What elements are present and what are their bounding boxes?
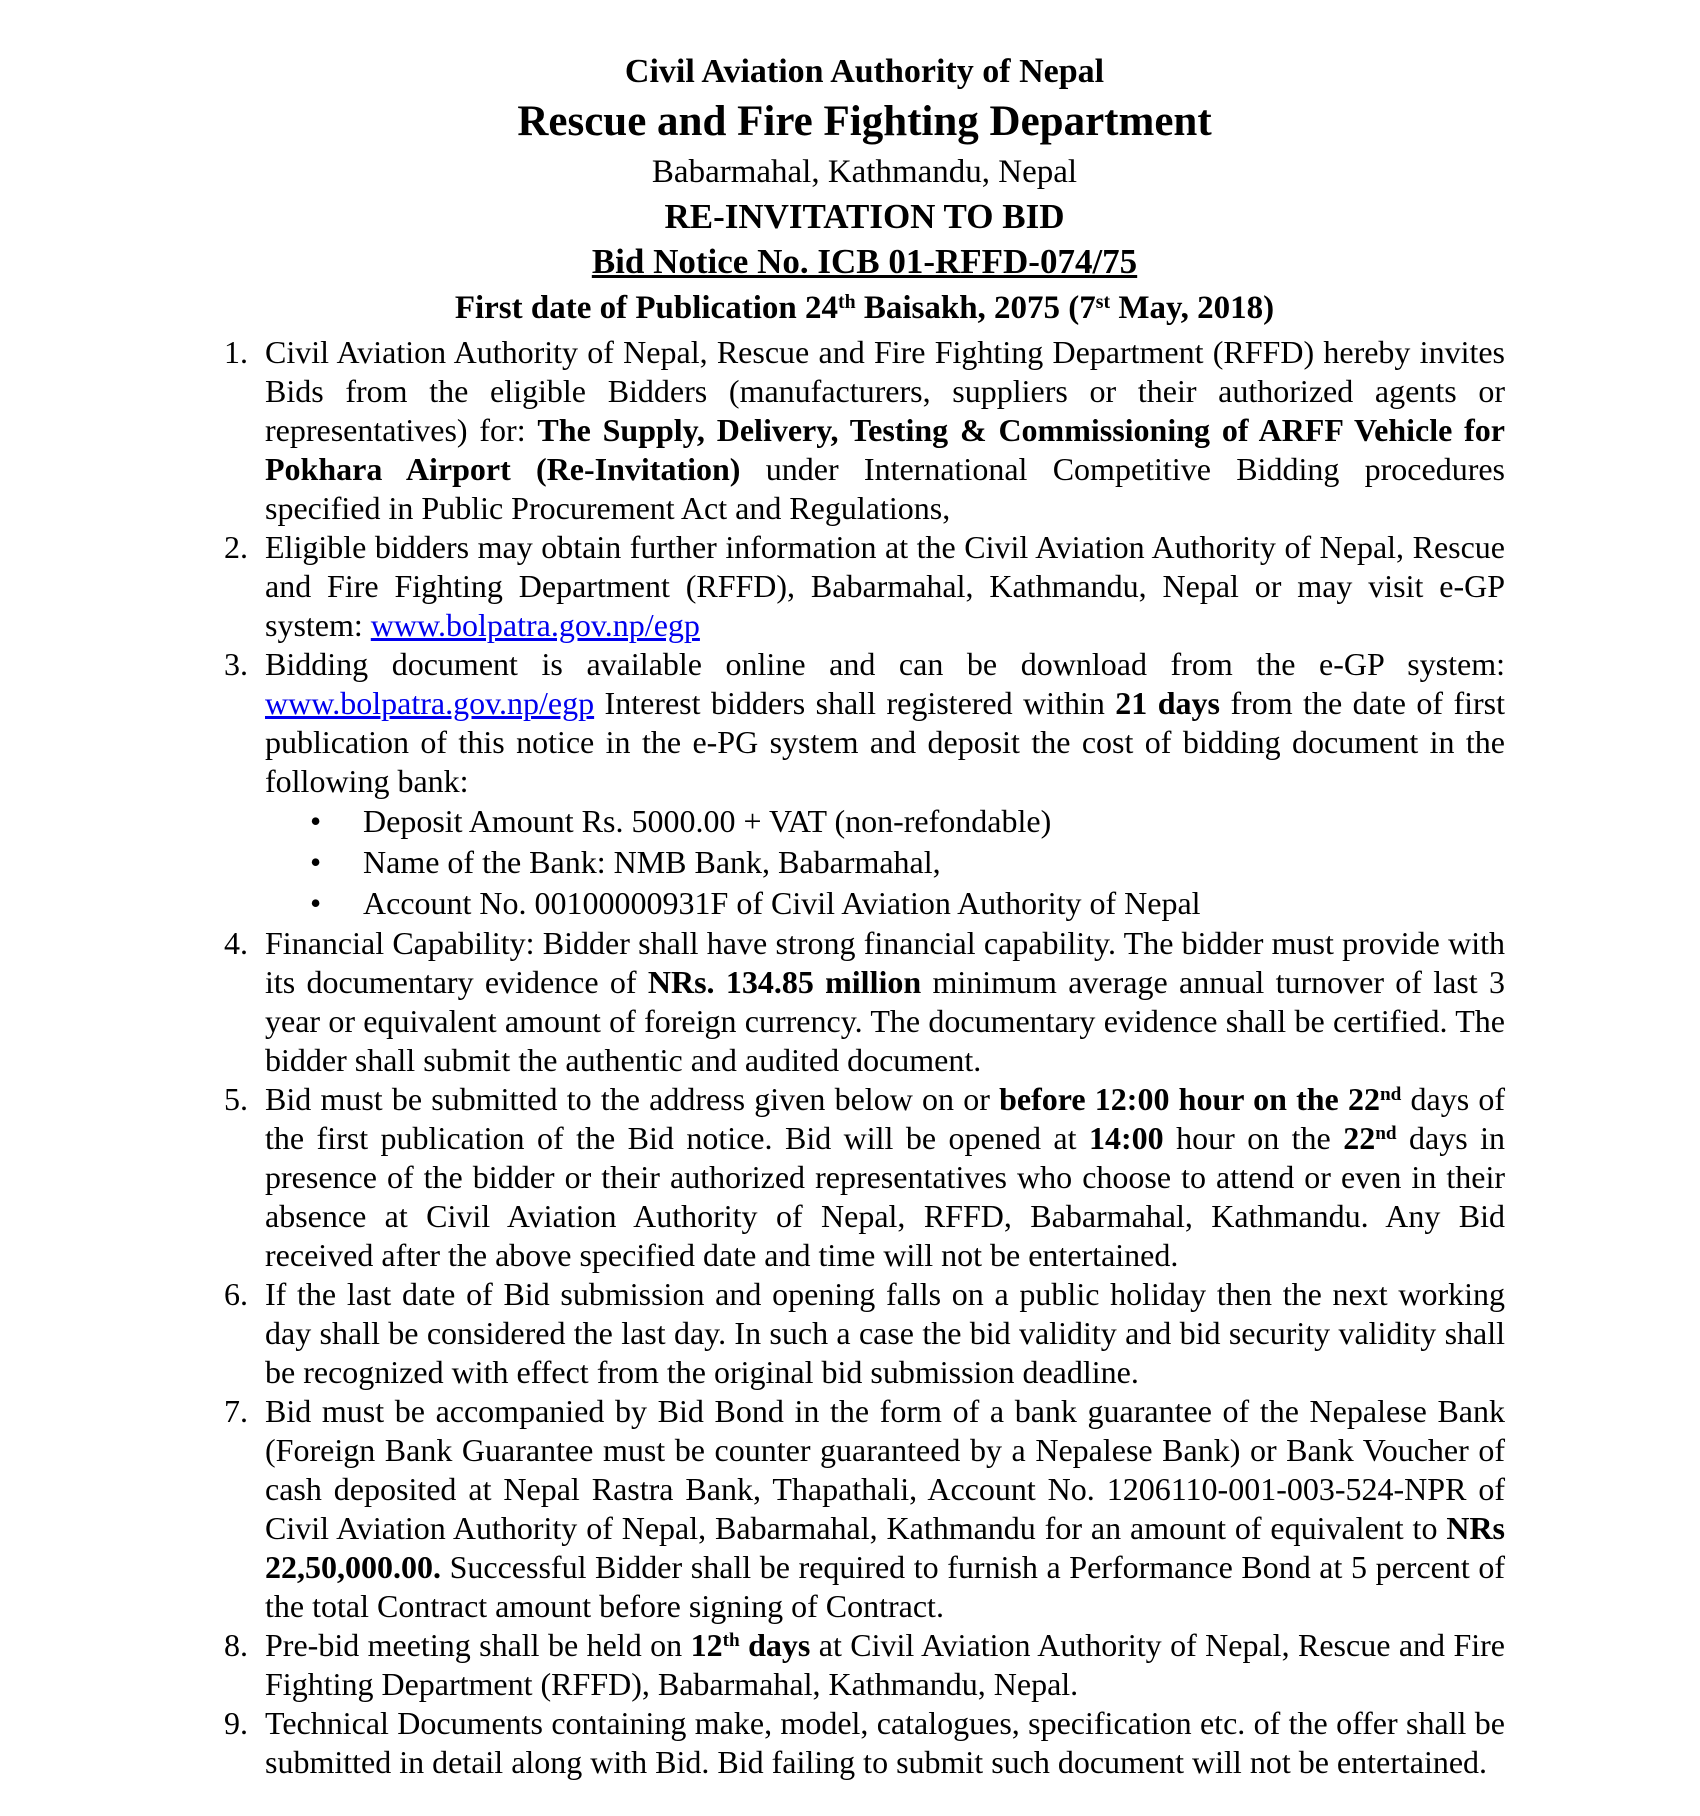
bolpatra-egp-link[interactable]: www.bolpatra.gov.np/egp bbox=[265, 685, 595, 721]
text-segment: The Supply, Delivery, Testing & Commissioning of ARFF Vehicle for Pokhara Airport (Re-Invitation) bbox=[265, 412, 1505, 487]
text-segment: 22 bbox=[1343, 1120, 1376, 1156]
item-text bbox=[265, 1276, 1505, 1390]
text-segment: under International Competitive Bidding procedures specified in Public Procurement Act and Regulations, bbox=[265, 451, 1506, 526]
document-header bbox=[224, 50, 1505, 331]
text-segment: Account No. 00100000931F of Civil Aviation Authority of Nepal bbox=[363, 885, 1201, 921]
text-segment: 12 bbox=[690, 1627, 723, 1663]
department-name: Rescue and Fire Fighting Department bbox=[517, 98, 1212, 145]
bullet-item-1 bbox=[265, 801, 1505, 842]
item-number: 9. bbox=[224, 1705, 248, 1741]
bolpatra-egp-link[interactable]: www.bolpatra.gov.np/egp bbox=[370, 607, 700, 643]
item-text bbox=[265, 1705, 1505, 1780]
item-number: 5. bbox=[224, 1081, 248, 1117]
text-segment: Successful Bidder shall be required to furnish a Performance Bond at 5 percent of the total Contract amount before signing of Contract. bbox=[265, 1549, 1505, 1624]
bullet-text bbox=[363, 844, 941, 880]
text-segment: 14:00 bbox=[1088, 1120, 1164, 1156]
text-segment: May, 2018) bbox=[1110, 290, 1275, 326]
bullet-icon: • bbox=[310, 803, 322, 839]
text-segment: days of the first publication of the Bid notice. Bid will be opened at bbox=[265, 1081, 1506, 1156]
notice-type-title: RE-INVITATION TO BID bbox=[664, 197, 1065, 236]
text-segment: Bid must be accompanied by Bid Bond in the form of a bank guarantee of the Nepalese Bank (Foreign Bank Guarantee must be counter guaranteed by a Nepalese Bank) or Bank Voucher of cash deposited at Nepal Rastra Bank, Thapathali, Account No. 1206110-001-003-524-NPR of Civil Aviation Authority of Nepal, Babarmahal, Kathmandu for an amount of equivalent to bbox=[265, 1393, 1505, 1546]
text-segment: Name of the Bank: NMB Bank, Babarmahal, bbox=[363, 844, 941, 880]
text-segment: Civil Aviation Authority of Nepal, Rescue and Fire Fighting Department (RFFD) hereby invites Bids from the eligible Bidders (manufacturers, suppliers or their authorized agents or representatives) for: bbox=[265, 334, 1505, 448]
text-segment: Bid must be submitted to the address given below on or bbox=[265, 1081, 1000, 1117]
superscript-text: th bbox=[837, 291, 856, 314]
bullet-icon: • bbox=[310, 844, 322, 880]
text-segment: NRs 22,50,000.00. bbox=[265, 1510, 1505, 1585]
item-text bbox=[265, 334, 1505, 526]
notice-item-7 bbox=[224, 1392, 1505, 1626]
text-segment: Eligible bidders may obtain further information at the Civil Aviation Authority of Nepal, Rescue and Fire Fighting Department (RFFD), Babarmahal, Kathmandu, Nepal or may visit e-GP system: bbox=[265, 529, 1505, 643]
notice-item-3 bbox=[224, 645, 1505, 924]
item-text bbox=[265, 1393, 1505, 1624]
notice-item-6 bbox=[224, 1275, 1505, 1392]
text-segment: Interest bidders shall registered within bbox=[594, 685, 1116, 721]
bullet-item-2 bbox=[265, 842, 1505, 883]
text-segment: from the date of first publication of this notice in the e-PG system and deposit the cost of bidding document in the following bank: bbox=[265, 685, 1506, 799]
bank-details-list bbox=[265, 801, 1505, 924]
item-number: 3. bbox=[224, 646, 248, 682]
item-text bbox=[265, 1081, 1505, 1273]
text-segment: Technical Documents containing make, model, catalogues, specification etc. of the offer shall be submitted in detail along with Bid. Bid failing to submit such document will not be entertained. bbox=[265, 1705, 1505, 1780]
item-text bbox=[265, 529, 1505, 643]
address-line: Babarmahal, Kathmandu, Nepal bbox=[651, 154, 1078, 190]
text-segment: minimum average annual turnover of last 3 year or equivalent amount of foreign currency. The documentary evidence shall be certified. The bidder shall submit the authentic and audited document. bbox=[265, 964, 1506, 1078]
notice-item-8 bbox=[224, 1626, 1505, 1704]
bullet-text bbox=[363, 803, 1051, 839]
superscript-text: th bbox=[722, 1630, 740, 1652]
publication-date-line bbox=[224, 285, 1505, 331]
text-segment: hour on the bbox=[1163, 1120, 1344, 1156]
text-segment: If the last date of Bid submission and opening falls on a public holiday then the next working day shall be considered the last day. In such a case the bid validity and bid security validity shall be recognized with effect from the original bid submission deadline. bbox=[265, 1276, 1505, 1390]
text-segment: NRs. 134.85 million bbox=[647, 964, 922, 1000]
notice-item-4 bbox=[224, 924, 1505, 1080]
text-segment: Deposit Amount Rs. 5000.00 + VAT (non-refondable) bbox=[363, 803, 1052, 839]
notice-item-1 bbox=[224, 333, 1505, 528]
item-number: 6. bbox=[224, 1276, 248, 1312]
text-segment: Pre-bid meeting shall be held on bbox=[265, 1627, 691, 1663]
text-segment: days bbox=[739, 1627, 811, 1663]
text-segment: 21 days bbox=[1115, 685, 1220, 721]
bullet-text bbox=[363, 885, 1201, 921]
text-segment: Financial Capability: Bidder shall have strong financial capability. The bidder must provide with its documentary evidence of bbox=[265, 925, 1505, 1000]
bid-notice-number: Bid Notice No. ICB 01-RFFD-074/75 bbox=[591, 242, 1138, 281]
item-text bbox=[265, 1627, 1505, 1702]
item-number: 7. bbox=[224, 1393, 248, 1429]
notice-item-5 bbox=[224, 1080, 1505, 1275]
item-number: 1. bbox=[224, 334, 248, 370]
item-number: 8. bbox=[224, 1627, 248, 1663]
text-segment: at Civil Aviation Authority of Nepal, Rescue and Fire Fighting Department (RFFD), Babarmahal, Kathmandu, Nepal. bbox=[265, 1627, 1506, 1702]
bullet-icon: • bbox=[310, 885, 322, 921]
item-text bbox=[265, 925, 1505, 1078]
notice-item-9 bbox=[224, 1704, 1505, 1782]
text-segment: Baisakh, 2075 (7 bbox=[855, 290, 1096, 326]
notice-item-2 bbox=[224, 528, 1505, 645]
notice-items-list bbox=[224, 333, 1505, 1782]
org-name: Civil Aviation Authority of Nepal bbox=[624, 53, 1105, 90]
item-number: 2. bbox=[224, 529, 248, 565]
text-segment: First date of Publication 24 bbox=[454, 290, 838, 326]
superscript-text: nd bbox=[1375, 1123, 1397, 1145]
superscript-text: nd bbox=[1379, 1084, 1402, 1106]
bullet-item-3 bbox=[265, 883, 1505, 924]
item-number: 4. bbox=[224, 925, 248, 961]
text-segment: Bidding document is available online and can be download from the e-GP system: bbox=[265, 646, 1505, 682]
text-segment: days in presence of the bidder or their authorized representatives who choose to attend or even in their absence at Civil Aviation Authority of Nepal, RFFD, Babarmahal, Kathmandu. Any Bid received after the above specified date and time will not be entertained. bbox=[265, 1120, 1506, 1273]
item-text bbox=[265, 646, 1505, 799]
superscript-text: st bbox=[1095, 291, 1111, 314]
text-segment: before 12:00 hour on the 22 bbox=[999, 1081, 1380, 1117]
